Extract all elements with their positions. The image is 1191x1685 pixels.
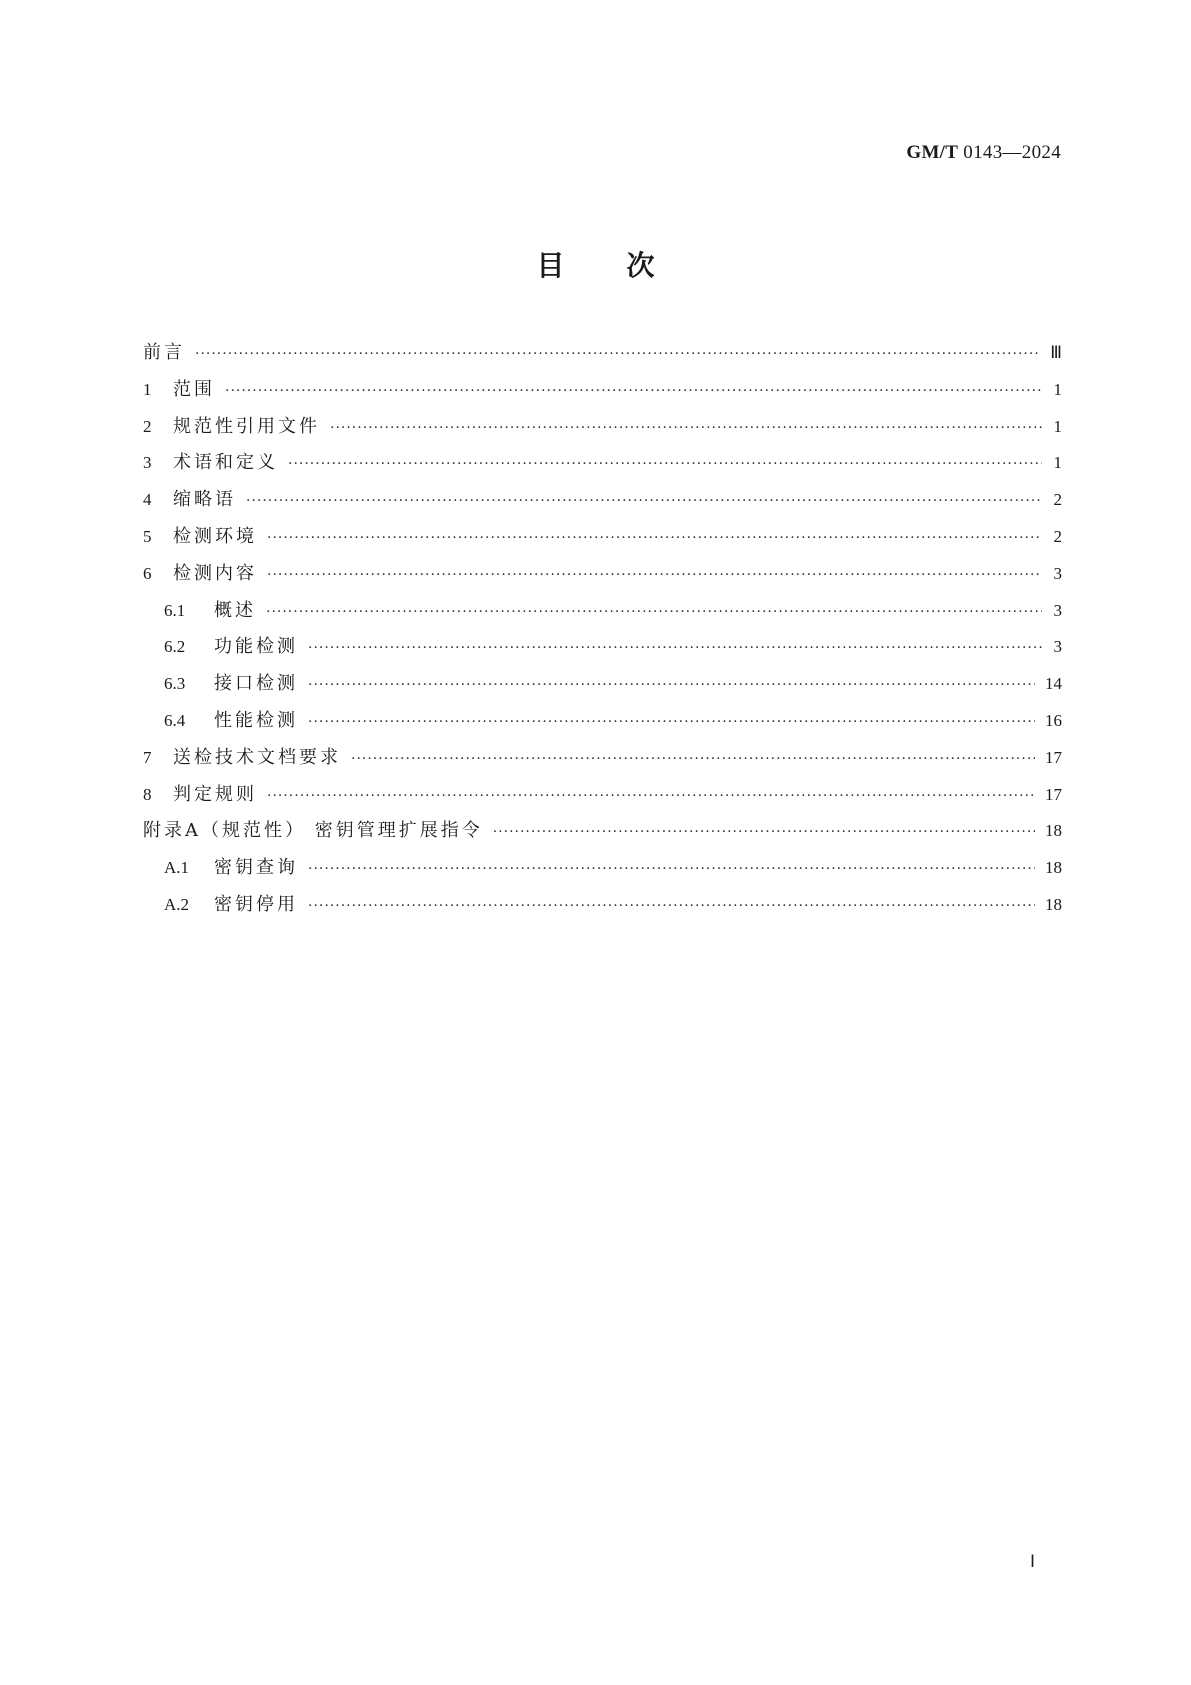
toc-entry[interactable] <box>143 559 1062 596</box>
toc-entry-page: 18 <box>1045 821 1062 841</box>
toc-entry-page: 17 <box>1045 747 1062 767</box>
toc-entry-number: 8 <box>143 784 152 804</box>
toc-entry-number: 6.1 <box>164 600 186 620</box>
toc-entry-number: 3 <box>143 453 152 473</box>
toc-entry-title: 范围 <box>173 378 215 400</box>
toc-entry[interactable] <box>143 816 1062 853</box>
document-code <box>906 142 1061 164</box>
toc-entry-page: 2 <box>1053 526 1062 546</box>
toc-leader-dots <box>308 898 1035 914</box>
toc-entry[interactable] <box>143 780 1062 817</box>
toc-entry-page: 1 <box>1053 416 1062 436</box>
toc-entry-number: 6.4 <box>164 710 186 730</box>
toc-entry-page: 3 <box>1053 563 1062 583</box>
toc-entry[interactable] <box>143 706 1062 743</box>
toc-entry-title: 密钥查询 <box>214 857 298 879</box>
toc-entry[interactable] <box>143 596 1062 633</box>
toc-entry[interactable] <box>143 412 1062 449</box>
toc-leader-dots <box>330 420 1042 436</box>
toc-entry-page: 1 <box>1053 453 1062 473</box>
toc-entry-number: 6.3 <box>164 674 186 694</box>
page-number: Ⅰ <box>1030 1552 1036 1571</box>
toc-entry-number: 6 <box>143 563 152 583</box>
toc-entry-number: 1 <box>143 379 152 399</box>
toc-entry[interactable] <box>143 448 1062 485</box>
toc-entry-number: A.1 <box>164 858 190 878</box>
toc-entry-page: 18 <box>1045 894 1062 914</box>
toc-entry[interactable] <box>143 743 1062 780</box>
toc-entry-page: 18 <box>1045 858 1062 878</box>
toc-leader-dots <box>267 788 1035 804</box>
toc-entry[interactable] <box>143 632 1062 669</box>
toc-leader-dots <box>308 861 1035 877</box>
toc-entry-title: 接口检测 <box>214 673 298 695</box>
toc-entry-page: 3 <box>1053 600 1062 620</box>
toc-entry-title: 检测内容 <box>173 562 257 584</box>
toc-entry-title: 术语和定义 <box>173 452 278 474</box>
toc-leader-dots <box>225 383 1042 399</box>
toc-entry-title: 判定规则 <box>173 783 257 805</box>
toc-entry-page: 16 <box>1045 710 1062 730</box>
toc-entry-number: 2 <box>143 416 152 436</box>
toc-entry-number: 5 <box>143 526 152 546</box>
toc-leader-dots <box>267 530 1042 546</box>
toc-entry[interactable] <box>143 853 1062 890</box>
toc-entry-page: 17 <box>1045 784 1062 804</box>
toc-entry[interactable] <box>143 338 1062 375</box>
toc-leader-dots <box>308 714 1035 730</box>
toc-entry-page: 1 <box>1053 379 1062 399</box>
toc-leader-dots <box>308 677 1035 693</box>
toc-entry[interactable] <box>143 375 1062 412</box>
toc-entry-page: Ⅲ <box>1050 343 1062 362</box>
toc-entry-title: 密钥停用 <box>214 893 298 915</box>
toc-entry-number: A.2 <box>164 894 190 914</box>
page-title: 目次 <box>536 249 717 282</box>
toc-leader-dots <box>246 493 1042 509</box>
toc-leader-dots <box>288 456 1042 472</box>
document-code-number: 0143—2024 <box>963 142 1061 163</box>
toc-leader-dots <box>351 751 1035 767</box>
toc-entry-title: 缩略语 <box>173 489 236 511</box>
toc-entry-title: 性能检测 <box>214 709 298 731</box>
toc-entry[interactable] <box>143 485 1062 522</box>
toc-entry-title: 功能检测 <box>214 636 298 658</box>
document-code-prefix: GM/T <box>906 142 959 163</box>
toc-entry-title: 送检技术文档要求 <box>173 746 341 768</box>
toc-entry-title: 规范性引用文件 <box>173 415 320 437</box>
toc-entry-page: 3 <box>1053 637 1062 657</box>
toc-entry-title: 附录A（规范性） 密钥管理扩展指令 <box>143 820 483 842</box>
toc-leader-dots <box>308 640 1042 656</box>
toc-leader-dots <box>493 824 1035 840</box>
toc-entry[interactable] <box>143 890 1062 927</box>
table-of-contents <box>143 338 1062 927</box>
toc-leader-dots <box>267 567 1042 583</box>
toc-leader-dots <box>195 346 1040 362</box>
toc-entry-title: 概述 <box>214 599 256 621</box>
toc-entry[interactable] <box>143 522 1062 559</box>
toc-entry[interactable] <box>143 669 1062 706</box>
toc-entry-page: 14 <box>1045 674 1062 694</box>
toc-entry-page: 2 <box>1053 490 1062 510</box>
toc-entry-number: 7 <box>143 747 152 767</box>
toc-entry-number: 6.2 <box>164 637 186 657</box>
toc-leader-dots <box>266 604 1042 620</box>
toc-entry-title: 检测环境 <box>173 525 257 547</box>
toc-entry-title: 前言 <box>143 342 185 363</box>
toc-entry-number: 4 <box>143 490 152 510</box>
